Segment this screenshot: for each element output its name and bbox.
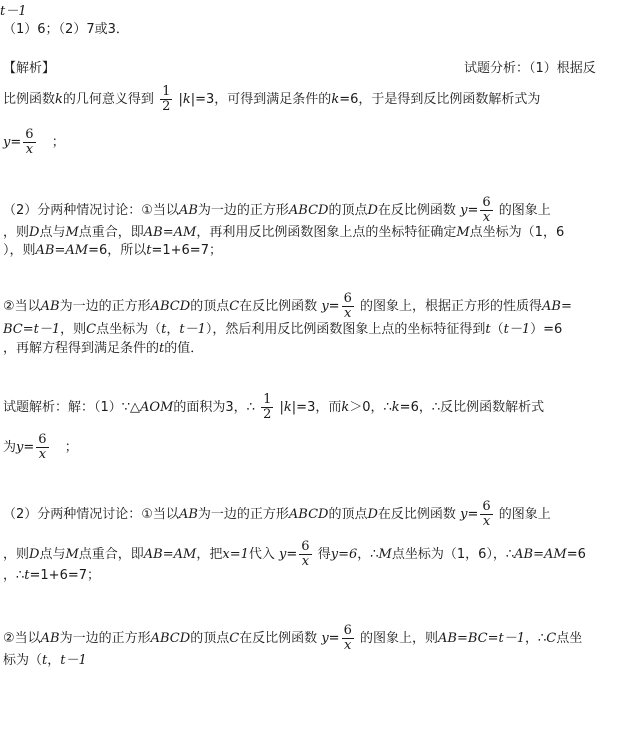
fraction-six-over-x: $\frac{6}{x}$ <box>301 539 310 569</box>
answer-text: （1）6；（2）7或3． <box>3 22 129 37</box>
fraction-six-over-x: $\frac{6}{x}$ <box>482 195 491 225</box>
analysis-2-line-1: （2）分两种情况讨论：①当以AB为一边的正方形ABCD的顶点D在反比例函数 y= $\frac{6}{x}$ 的图象上 <box>3 195 551 225</box>
solution-3-line-2: 标为（t，t－1 <box>3 653 87 668</box>
fraction-six-over-x: $\frac{6}{x}$ <box>25 127 34 157</box>
analysis-2-line-2: ，则D点与M点重合，即AB=AM，再利用反比例函数图象上点的坐标特征确定M点坐标为（1，6 <box>3 225 565 240</box>
solution-1-line-2: 为y= $\frac{6}{x}$ ； <box>3 432 78 462</box>
solution-2-line-3: ，∴t=1+6=7； <box>3 568 101 583</box>
fraction-six-over-x: $\frac{6}{x}$ <box>38 432 47 462</box>
analysis-2-line-3: ），则AB=AM=6，所以t=1+6=7； <box>3 243 222 258</box>
analysis-line-2: 比例函数k的几何意义得到 $\frac{1}{2}$ |k|=3，可得到满足条件的k=6，于是得到反比例函数解析式为 <box>3 84 541 114</box>
solution-2-line-1: （2）分两种情况讨论：①当以AB为一边的正方形ABCD的顶点D在反比例函数 y= $\frac{6}{x}$ 的图象上 <box>3 499 551 529</box>
analysis-3-line-1: ②当以AB为一边的正方形ABCD的顶点C在反比例函数 y= $\frac{6}{x}$ 的图象上，根据正方形的性质得AB= <box>3 291 572 321</box>
fraction-six-over-x: $\frac{6}{x}$ <box>343 623 352 653</box>
fraction-six-over-x: $\frac{6}{x}$ <box>482 499 491 529</box>
analysis-3-line-2: BC=t－1，则C点坐标为（t，t－1），然后利用反比例函数图象上点的坐标特征得到t（t－1）=6 <box>3 322 563 337</box>
fraction-six-over-x: $\frac{6}{x}$ <box>343 291 352 321</box>
solution-1-line-1: 试题解析：解：（1）∵△AOM的面积为3，∴ $\frac{1}{2}$ |k|=3，而k＞0，∴k=6，∴反比例函数解析式 <box>3 392 545 422</box>
analysis-label: 【解析】 <box>3 61 56 76</box>
solution-page: （1）6；（2）7或3． 【解析】 试题分析：（1）根据反 比例函数k的几何意义得到 $\frac{1}{2}$ |k|=3，可得到满足条件的k=6，于是得到反比例函数解析式为 y= $\frac{6}{x}$ ； （2）分两种情况讨论：①当以AB为一边的正方形ABCD的顶点D在反比例函数 y= $\frac{6}{x}$ 的图象上 ，则D点与M点重合，即AB=AM，再利用反比例函数图象上点的坐标特征确定M点坐标为（1，6 ），则AB=AM=6，所以t=1+6=7； ②当以AB为一边的正方形ABCD的顶点C在反比例函数 y= $\frac{6}{x}$ 的图象上，根据正方形的性质得AB= BC=t－1，则C点坐标为（t，t－1），然后利用反比例函数图象上点的坐标特征得到t（t－1）=6 ，再解方程得到满足条件的t的值． 试题解析：解：（1）∵△AOM的面积为3，∴ $\frac{1}{2}$ |k|=3，而k＞0，∴k=6，∴反比例函数解析式 为y= $\frac{6}{x}$ ； （2）分两种情况讨论：①当以AB为一边的正方形ABCD的顶点D在反比例函数 y= $\frac{6}{x}$ 的图象上 ，则D点与M点重合，即AB=AM，把x=1代入 y= $\frac{6}{x}$ 得y=6，∴M点坐标为（1，6），∴AB=AM=6 ，∴t=1+6=7； ②当以AB为一边的正方形ABCD的顶点C在反比例函数 y= $\frac{6}{x}$ 的图象上，则AB=BC=t－1，∴C点坐 标为（t，t－1 t－1 <box>0 4 596 668</box>
solution-2-line-2: ，则D点与M点重合，即AB=AM，把x=1代入 y= $\frac{6}{x}$ 得y=6，∴M点坐标为（1，6），∴AB=AM=6 <box>3 539 586 569</box>
analysis-line-3: y= $\frac{6}{x}$ ； <box>3 127 65 157</box>
analysis-intro: 试题分析：（1）根据反 <box>464 61 596 76</box>
fraction-one-half: $\frac{1}{2}$ <box>162 84 171 114</box>
fraction-one-half: $\frac{1}{2}$ <box>263 392 272 422</box>
analysis-3-line-3: ，再解方程得到满足条件的t的值． <box>3 341 204 356</box>
solution-3-line-1: ②当以AB为一边的正方形ABCD的顶点C在反比例函数 y= $\frac{6}{x}$ 的图象上，则AB=BC=t－1，∴C点坐 <box>3 623 583 653</box>
answer-line <box>3 22 129 38</box>
